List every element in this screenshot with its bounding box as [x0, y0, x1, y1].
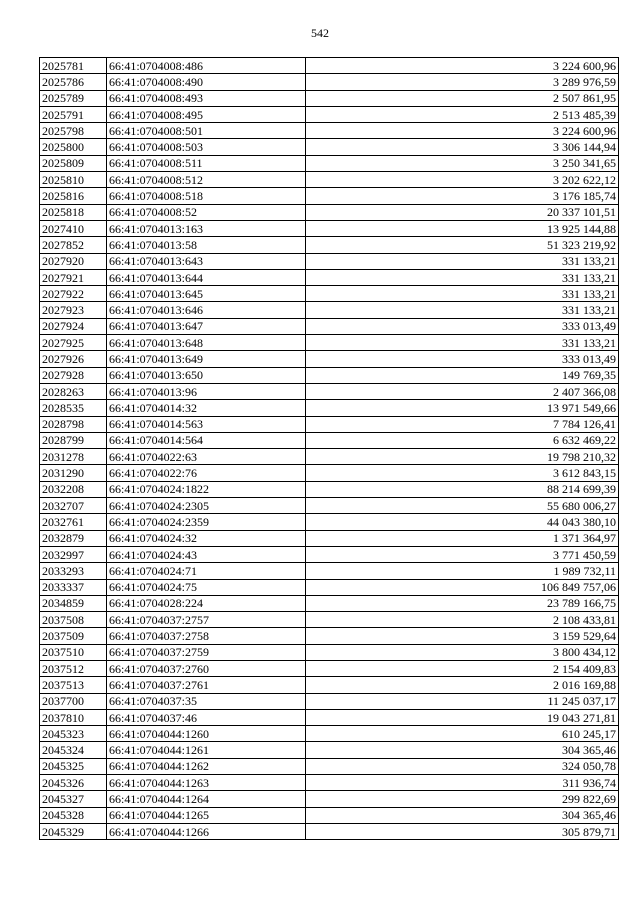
cadastral-number-cell: 66:41:0704024:32 [107, 530, 306, 546]
table-row [40, 416, 619, 432]
cadastral-value-cell: 1 989 732,11 [306, 563, 619, 579]
cadastral-number-cell: 66:41:0704013:643 [107, 253, 306, 269]
cadastral-value-cell: 88 214 699,39 [306, 481, 619, 497]
cadastral-value-cell: 299 822,69 [306, 791, 619, 807]
cadastral-value-cell: 2 407 366,08 [306, 383, 619, 399]
cadastral-number-cell: 66:41:0704013:645 [107, 286, 306, 302]
cadastral-value-cell: 2 513 485,39 [306, 106, 619, 122]
cadastral-value-cell: 3 800 434,12 [306, 644, 619, 660]
table-row [40, 155, 619, 171]
record-id-cell: 2032761 [40, 514, 107, 530]
cadastral-value-cell: 23 789 166,75 [306, 595, 619, 611]
cadastral-number-cell: 66:41:0704008:511 [107, 155, 306, 171]
cadastral-number-cell: 66:41:0704008:486 [107, 58, 306, 74]
table-row [40, 693, 619, 709]
table-row [40, 269, 619, 285]
record-id-cell: 2027920 [40, 253, 107, 269]
record-id-cell: 2027926 [40, 351, 107, 367]
table-row [40, 400, 619, 416]
cadastral-number-cell: 66:41:0704008:518 [107, 188, 306, 204]
cadastral-value-cell: 19 798 210,32 [306, 449, 619, 465]
cadastral-value-cell: 324 050,78 [306, 758, 619, 774]
table-row [40, 644, 619, 660]
record-id-cell: 2037512 [40, 660, 107, 676]
cadastral-number-cell: 66:41:0704013:96 [107, 383, 306, 399]
table-row [40, 530, 619, 546]
table-row [40, 237, 619, 253]
cadastral-value-cell: 305 879,71 [306, 823, 619, 839]
cadastral-value-cell: 2 108 433,81 [306, 612, 619, 628]
table-row [40, 807, 619, 823]
table-row [40, 546, 619, 562]
table-row [40, 139, 619, 155]
cadastral-number-cell: 66:41:0704044:1263 [107, 775, 306, 791]
record-id-cell: 2037513 [40, 677, 107, 693]
cadastral-number-cell: 66:41:0704037:2761 [107, 677, 306, 693]
cadastral-number-cell: 66:41:0704013:650 [107, 367, 306, 383]
cadastral-number-cell: 66:41:0704037:2760 [107, 660, 306, 676]
page-number: 542 [311, 26, 329, 40]
cadastral-value-cell: 6 632 469,22 [306, 432, 619, 448]
record-id-cell: 2045326 [40, 775, 107, 791]
table-row [40, 465, 619, 481]
record-id-cell: 2025798 [40, 123, 107, 139]
cadastral-number-cell: 66:41:0704008:52 [107, 204, 306, 220]
table-row [40, 742, 619, 758]
record-id-cell: 2045323 [40, 726, 107, 742]
cadastral-value-cell: 304 365,46 [306, 807, 619, 823]
table-body [40, 58, 619, 840]
table-row [40, 628, 619, 644]
record-id-cell: 2031290 [40, 465, 107, 481]
table-row [40, 481, 619, 497]
cadastral-value-cell: 610 245,17 [306, 726, 619, 742]
cadastral-value-cell: 333 013,49 [306, 351, 619, 367]
table-row [40, 432, 619, 448]
cadastral-number-cell: 66:41:0704008:495 [107, 106, 306, 122]
table-row [40, 204, 619, 220]
record-id-cell: 2027928 [40, 367, 107, 383]
cadastral-value-cell: 149 769,35 [306, 367, 619, 383]
table-row [40, 302, 619, 318]
table-row [40, 58, 619, 74]
table-row [40, 791, 619, 807]
cadastral-value-cell: 3 612 843,15 [306, 465, 619, 481]
record-id-cell: 2033337 [40, 579, 107, 595]
cadastral-number-cell: 66:41:0704022:76 [107, 465, 306, 481]
record-id-cell: 2028799 [40, 432, 107, 448]
cadastral-number-cell: 66:41:0704022:63 [107, 449, 306, 465]
cadastral-value-cell: 3 202 622,12 [306, 172, 619, 188]
cadastral-value-cell: 13 971 549,66 [306, 400, 619, 416]
record-id-cell: 2027921 [40, 269, 107, 285]
cadastral-number-cell: 66:41:0704024:2359 [107, 514, 306, 530]
cadastral-value-cell: 3 250 341,65 [306, 155, 619, 171]
cadastral-value-cell: 3 306 144,94 [306, 139, 619, 155]
table-row [40, 660, 619, 676]
cadastral-value-cell: 3 289 976,59 [306, 74, 619, 90]
table-row [40, 498, 619, 514]
cadastral-value-cell: 2 154 409,83 [306, 660, 619, 676]
cadastral-value-cell: 331 133,21 [306, 286, 619, 302]
record-id-cell: 2027923 [40, 302, 107, 318]
record-id-cell: 2033293 [40, 563, 107, 579]
record-id-cell: 2037508 [40, 612, 107, 628]
cadastral-number-cell: 66:41:0704037:35 [107, 693, 306, 709]
cadastral-number-cell: 66:41:0704044:1266 [107, 823, 306, 839]
cadastral-value-cell: 2 016 169,88 [306, 677, 619, 693]
record-id-cell: 2037509 [40, 628, 107, 644]
table-row [40, 90, 619, 106]
cadastral-value-cell: 55 680 006,27 [306, 498, 619, 514]
cadastral-value-table [39, 57, 619, 840]
cadastral-number-cell: 66:41:0704037:2758 [107, 628, 306, 644]
table-row [40, 595, 619, 611]
record-id-cell: 2032879 [40, 530, 107, 546]
cadastral-value-cell: 19 043 271,81 [306, 709, 619, 725]
table-row [40, 367, 619, 383]
cadastral-number-cell: 66:41:0704044:1265 [107, 807, 306, 823]
cadastral-value-cell: 331 133,21 [306, 302, 619, 318]
record-id-cell: 2032208 [40, 481, 107, 497]
cadastral-number-cell: 66:41:0704044:1261 [107, 742, 306, 758]
table-row [40, 709, 619, 725]
record-id-cell: 2025816 [40, 188, 107, 204]
table-row [40, 220, 619, 236]
record-id-cell: 2025818 [40, 204, 107, 220]
cadastral-number-cell: 66:41:0704024:75 [107, 579, 306, 595]
record-id-cell: 2025789 [40, 90, 107, 106]
table-row [40, 188, 619, 204]
table-row [40, 449, 619, 465]
cadastral-value-cell: 331 133,21 [306, 335, 619, 351]
cadastral-value-cell: 3 224 600,96 [306, 58, 619, 74]
cadastral-value-cell: 44 043 380,10 [306, 514, 619, 530]
cadastral-number-cell: 66:41:0704037:2757 [107, 612, 306, 628]
table-row [40, 823, 619, 839]
record-id-cell: 2028263 [40, 383, 107, 399]
record-id-cell: 2045325 [40, 758, 107, 774]
table-row [40, 253, 619, 269]
cadastral-number-cell: 66:41:0704014:563 [107, 416, 306, 432]
cadastral-number-cell: 66:41:0704008:501 [107, 123, 306, 139]
cadastral-value-cell: 13 925 144,88 [306, 220, 619, 236]
cadastral-number-cell: 66:41:0704024:43 [107, 546, 306, 562]
table-row [40, 123, 619, 139]
cadastral-value-cell: 51 323 219,92 [306, 237, 619, 253]
cadastral-value-cell: 2 507 861,95 [306, 90, 619, 106]
cadastral-number-cell: 66:41:0704013:648 [107, 335, 306, 351]
table-row [40, 172, 619, 188]
record-id-cell: 2025800 [40, 139, 107, 155]
cadastral-number-cell: 66:41:0704044:1262 [107, 758, 306, 774]
cadastral-number-cell: 66:41:0704037:46 [107, 709, 306, 725]
record-id-cell: 2037510 [40, 644, 107, 660]
table-row [40, 74, 619, 90]
record-id-cell: 2045324 [40, 742, 107, 758]
cadastral-number-cell: 66:41:0704008:493 [107, 90, 306, 106]
record-id-cell: 2027852 [40, 237, 107, 253]
record-id-cell: 2027924 [40, 318, 107, 334]
table-row [40, 612, 619, 628]
cadastral-number-cell: 66:41:0704024:2305 [107, 498, 306, 514]
cadastral-number-cell: 66:41:0704014:32 [107, 400, 306, 416]
table-row [40, 677, 619, 693]
cadastral-number-cell: 66:41:0704028:224 [107, 595, 306, 611]
record-id-cell: 2025809 [40, 155, 107, 171]
cadastral-value-cell: 3 771 450,59 [306, 546, 619, 562]
table-row [40, 383, 619, 399]
table-row [40, 106, 619, 122]
table-row [40, 318, 619, 334]
cadastral-number-cell: 66:41:0704013:647 [107, 318, 306, 334]
record-id-cell: 2032997 [40, 546, 107, 562]
cadastral-number-cell: 66:41:0704014:564 [107, 432, 306, 448]
record-id-cell: 2025786 [40, 74, 107, 90]
cadastral-value-cell: 304 365,46 [306, 742, 619, 758]
table-row [40, 579, 619, 595]
record-id-cell: 2025791 [40, 106, 107, 122]
record-id-cell: 2045329 [40, 823, 107, 839]
record-id-cell: 2028798 [40, 416, 107, 432]
table-row [40, 286, 619, 302]
cadastral-value-cell: 331 133,21 [306, 253, 619, 269]
cadastral-value-cell: 11 245 037,17 [306, 693, 619, 709]
cadastral-value-cell: 333 013,49 [306, 318, 619, 334]
record-id-cell: 2045328 [40, 807, 107, 823]
record-id-cell: 2025781 [40, 58, 107, 74]
cadastral-value-cell: 106 849 757,06 [306, 579, 619, 595]
table-row [40, 514, 619, 530]
record-id-cell: 2025810 [40, 172, 107, 188]
cadastral-number-cell: 66:41:0704013:163 [107, 220, 306, 236]
record-id-cell: 2045327 [40, 791, 107, 807]
table-row [40, 726, 619, 742]
record-id-cell: 2031278 [40, 449, 107, 465]
table-row [40, 563, 619, 579]
cadastral-number-cell: 66:41:0704008:512 [107, 172, 306, 188]
cadastral-value-cell: 7 784 126,41 [306, 416, 619, 432]
record-id-cell: 2027922 [40, 286, 107, 302]
record-id-cell: 2027410 [40, 220, 107, 236]
table-row [40, 335, 619, 351]
cadastral-number-cell: 66:41:0704024:1822 [107, 481, 306, 497]
cadastral-value-cell: 20 337 101,51 [306, 204, 619, 220]
table-row [40, 775, 619, 791]
cadastral-number-cell: 66:41:0704008:490 [107, 74, 306, 90]
record-id-cell: 2027925 [40, 335, 107, 351]
cadastral-value-cell: 331 133,21 [306, 269, 619, 285]
record-id-cell: 2032707 [40, 498, 107, 514]
cadastral-number-cell: 66:41:0704013:58 [107, 237, 306, 253]
cadastral-value-cell: 3 176 185,74 [306, 188, 619, 204]
cadastral-number-cell: 66:41:0704044:1264 [107, 791, 306, 807]
record-id-cell: 2037810 [40, 709, 107, 725]
record-id-cell: 2028535 [40, 400, 107, 416]
cadastral-number-cell: 66:41:0704013:649 [107, 351, 306, 367]
cadastral-number-cell: 66:41:0704013:646 [107, 302, 306, 318]
cadastral-value-cell: 3 224 600,96 [306, 123, 619, 139]
table-row [40, 351, 619, 367]
cadastral-value-cell: 3 159 529,64 [306, 628, 619, 644]
cadastral-number-cell: 66:41:0704044:1260 [107, 726, 306, 742]
table-row [40, 758, 619, 774]
cadastral-value-cell: 311 936,74 [306, 775, 619, 791]
cadastral-number-cell: 66:41:0704037:2759 [107, 644, 306, 660]
cadastral-value-cell: 1 371 364,97 [306, 530, 619, 546]
cadastral-number-cell: 66:41:0704024:71 [107, 563, 306, 579]
record-id-cell: 2034859 [40, 595, 107, 611]
cadastral-number-cell: 66:41:0704008:503 [107, 139, 306, 155]
cadastral-number-cell: 66:41:0704013:644 [107, 269, 306, 285]
record-id-cell: 2037700 [40, 693, 107, 709]
